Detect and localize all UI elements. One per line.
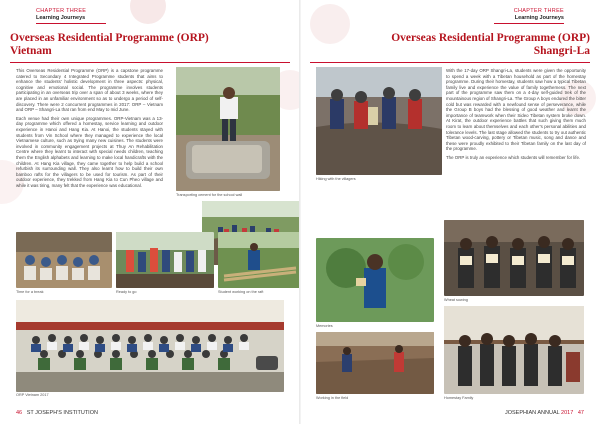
- footer-publication: ST JOSEPH'S INSTITUTION: [26, 410, 98, 416]
- page-title: [350, 32, 590, 58]
- photo-hiking-with-villagers: [316, 67, 442, 175]
- chapter-rule: [36, 23, 106, 24]
- photo-wheat-sowing: [444, 220, 584, 296]
- title-rule: [10, 62, 290, 63]
- caption: Time for a break: [16, 290, 44, 294]
- page-title: [10, 32, 290, 58]
- decorative-circle: [130, 0, 166, 24]
- caption: Memories: [316, 324, 333, 328]
- caption: Ready to go: [116, 290, 137, 294]
- chapter-label: CHAPTER THREE: [36, 8, 87, 14]
- photo-transporting-cement: [176, 67, 280, 191]
- chapter-header: [36, 8, 86, 22]
- caption: Hiking with the villagers: [316, 177, 356, 181]
- paragraph: With the 17-day ORP Shangri-La, students were given the opportunity to spend a week with a Tibetan household as part of the homestay programme. During their homestay, students saw how a typical Tibetan family live and experience the value of family togetherness. The next part of the programme saw them on a 4-day self-guided trek of the mountainous region of Shangri-La. The Group A boys endured the bitter cold but was rewarded with a newfound sense of perseverance, while the Group B boys had the blessing of good weather and learnt the importance of teamwork when their Sideo Tibetan system broke down. At Kirat, the outdoor experience battles that such giving them much room to learn about themselves and each other's personal abilities and tolerance levels. The last stage allowed the students to try out authentic Tibetan wood-carving, pottery or Tibetan music, song and dance and these were proudly exhibited to their Tibetan family on the last day of the programme.: [446, 68, 586, 152]
- right-page: [300, 0, 600, 424]
- paragraph: Each venue had their own unique programmes. ORP-Vietnam was a 13-day programme which offered a homestay, service learning and outdoor experience in Hanoi and Hang Kia. At Hanoi, the students stayed with students from Vin School where they managed to experience the local Vietnamese culture, such as trying many new cuisines. The students were involved in community engagement projects at Thuy An Rehabilitation Centre where they learnt to interact with special needs children, teaching them the English alphabets and learning to make local handicrafts with the children. At Hang Kia village, they came together to help build a school refurbish its surrounding wall. They also learnt how to build their own bamboo rafts for the villagers to be used for tourism. As part of their outdoor experience, they trekked from Hang Kia to Cun Pheo village and while it was tiring, many felt that the experience was educational.: [16, 115, 163, 188]
- article-body: [16, 68, 163, 191]
- caption: Homestay Family: [444, 396, 474, 400]
- photo-working-in-the-field: [316, 332, 434, 394]
- title-rule: [310, 62, 590, 63]
- section-label: Learning Journeys: [514, 15, 564, 21]
- page-footer: [505, 410, 584, 416]
- decorative-circle: [310, 4, 350, 44]
- photo-ready-to-go: [116, 232, 214, 288]
- photo-memories: [316, 238, 434, 322]
- caption: ORP Vietnam 2017: [16, 393, 49, 397]
- caption: Transporting cement for the school wall: [176, 193, 243, 197]
- chapter-label: CHAPTER THREE: [513, 8, 564, 14]
- photo-student-working-on-raft: [218, 232, 300, 288]
- title-line-1: Overseas Residential Programme (ORP): [10, 32, 209, 44]
- photo-homestay-family: [444, 306, 584, 394]
- page-number: 46: [16, 410, 23, 416]
- title-line-2: Shangri-La: [533, 45, 590, 57]
- paragraph: The ORP is truly an experience which students will remember for life.: [446, 154, 581, 160]
- page-footer: [16, 410, 98, 416]
- section-label: Learning Journeys: [36, 15, 86, 21]
- photo-time-for-a-break: [16, 232, 112, 288]
- caption: Wheat sowing: [444, 298, 468, 302]
- caption: Student working on the raft: [218, 290, 264, 294]
- title-line-2: Vietnam: [10, 45, 52, 57]
- footer-year: 2017: [561, 410, 574, 416]
- paragraph: This Overseas Residential Programme (ORP) is a capstone programme catered to Secondary 4 Integrated Programme students that aims to enhance the students' holistic development in three aspects: physical, cognitive and emotional social. The programme involves students participating in an overseas trip over a span of about 3 weeks, where they are placed in an unfamiliar environment so as to undergo a period of self-discovery. There were 2 concurrent programmes in 2017: ORP – Vietnam and ORP – Shangri-La that ran from end May to mid June.: [16, 68, 163, 113]
- page-number: 47: [577, 410, 584, 416]
- chapter-header: [514, 8, 564, 22]
- footer-publication: JOSEPHIAN ANNUAL: [504, 410, 560, 416]
- chapter-rule: [494, 23, 564, 24]
- title-line-1: Overseas Residential Programme (ORP): [391, 32, 590, 44]
- article-body: [446, 68, 586, 164]
- photo-orp-vietnam-group: [16, 300, 284, 392]
- caption: Working in the field: [316, 396, 349, 400]
